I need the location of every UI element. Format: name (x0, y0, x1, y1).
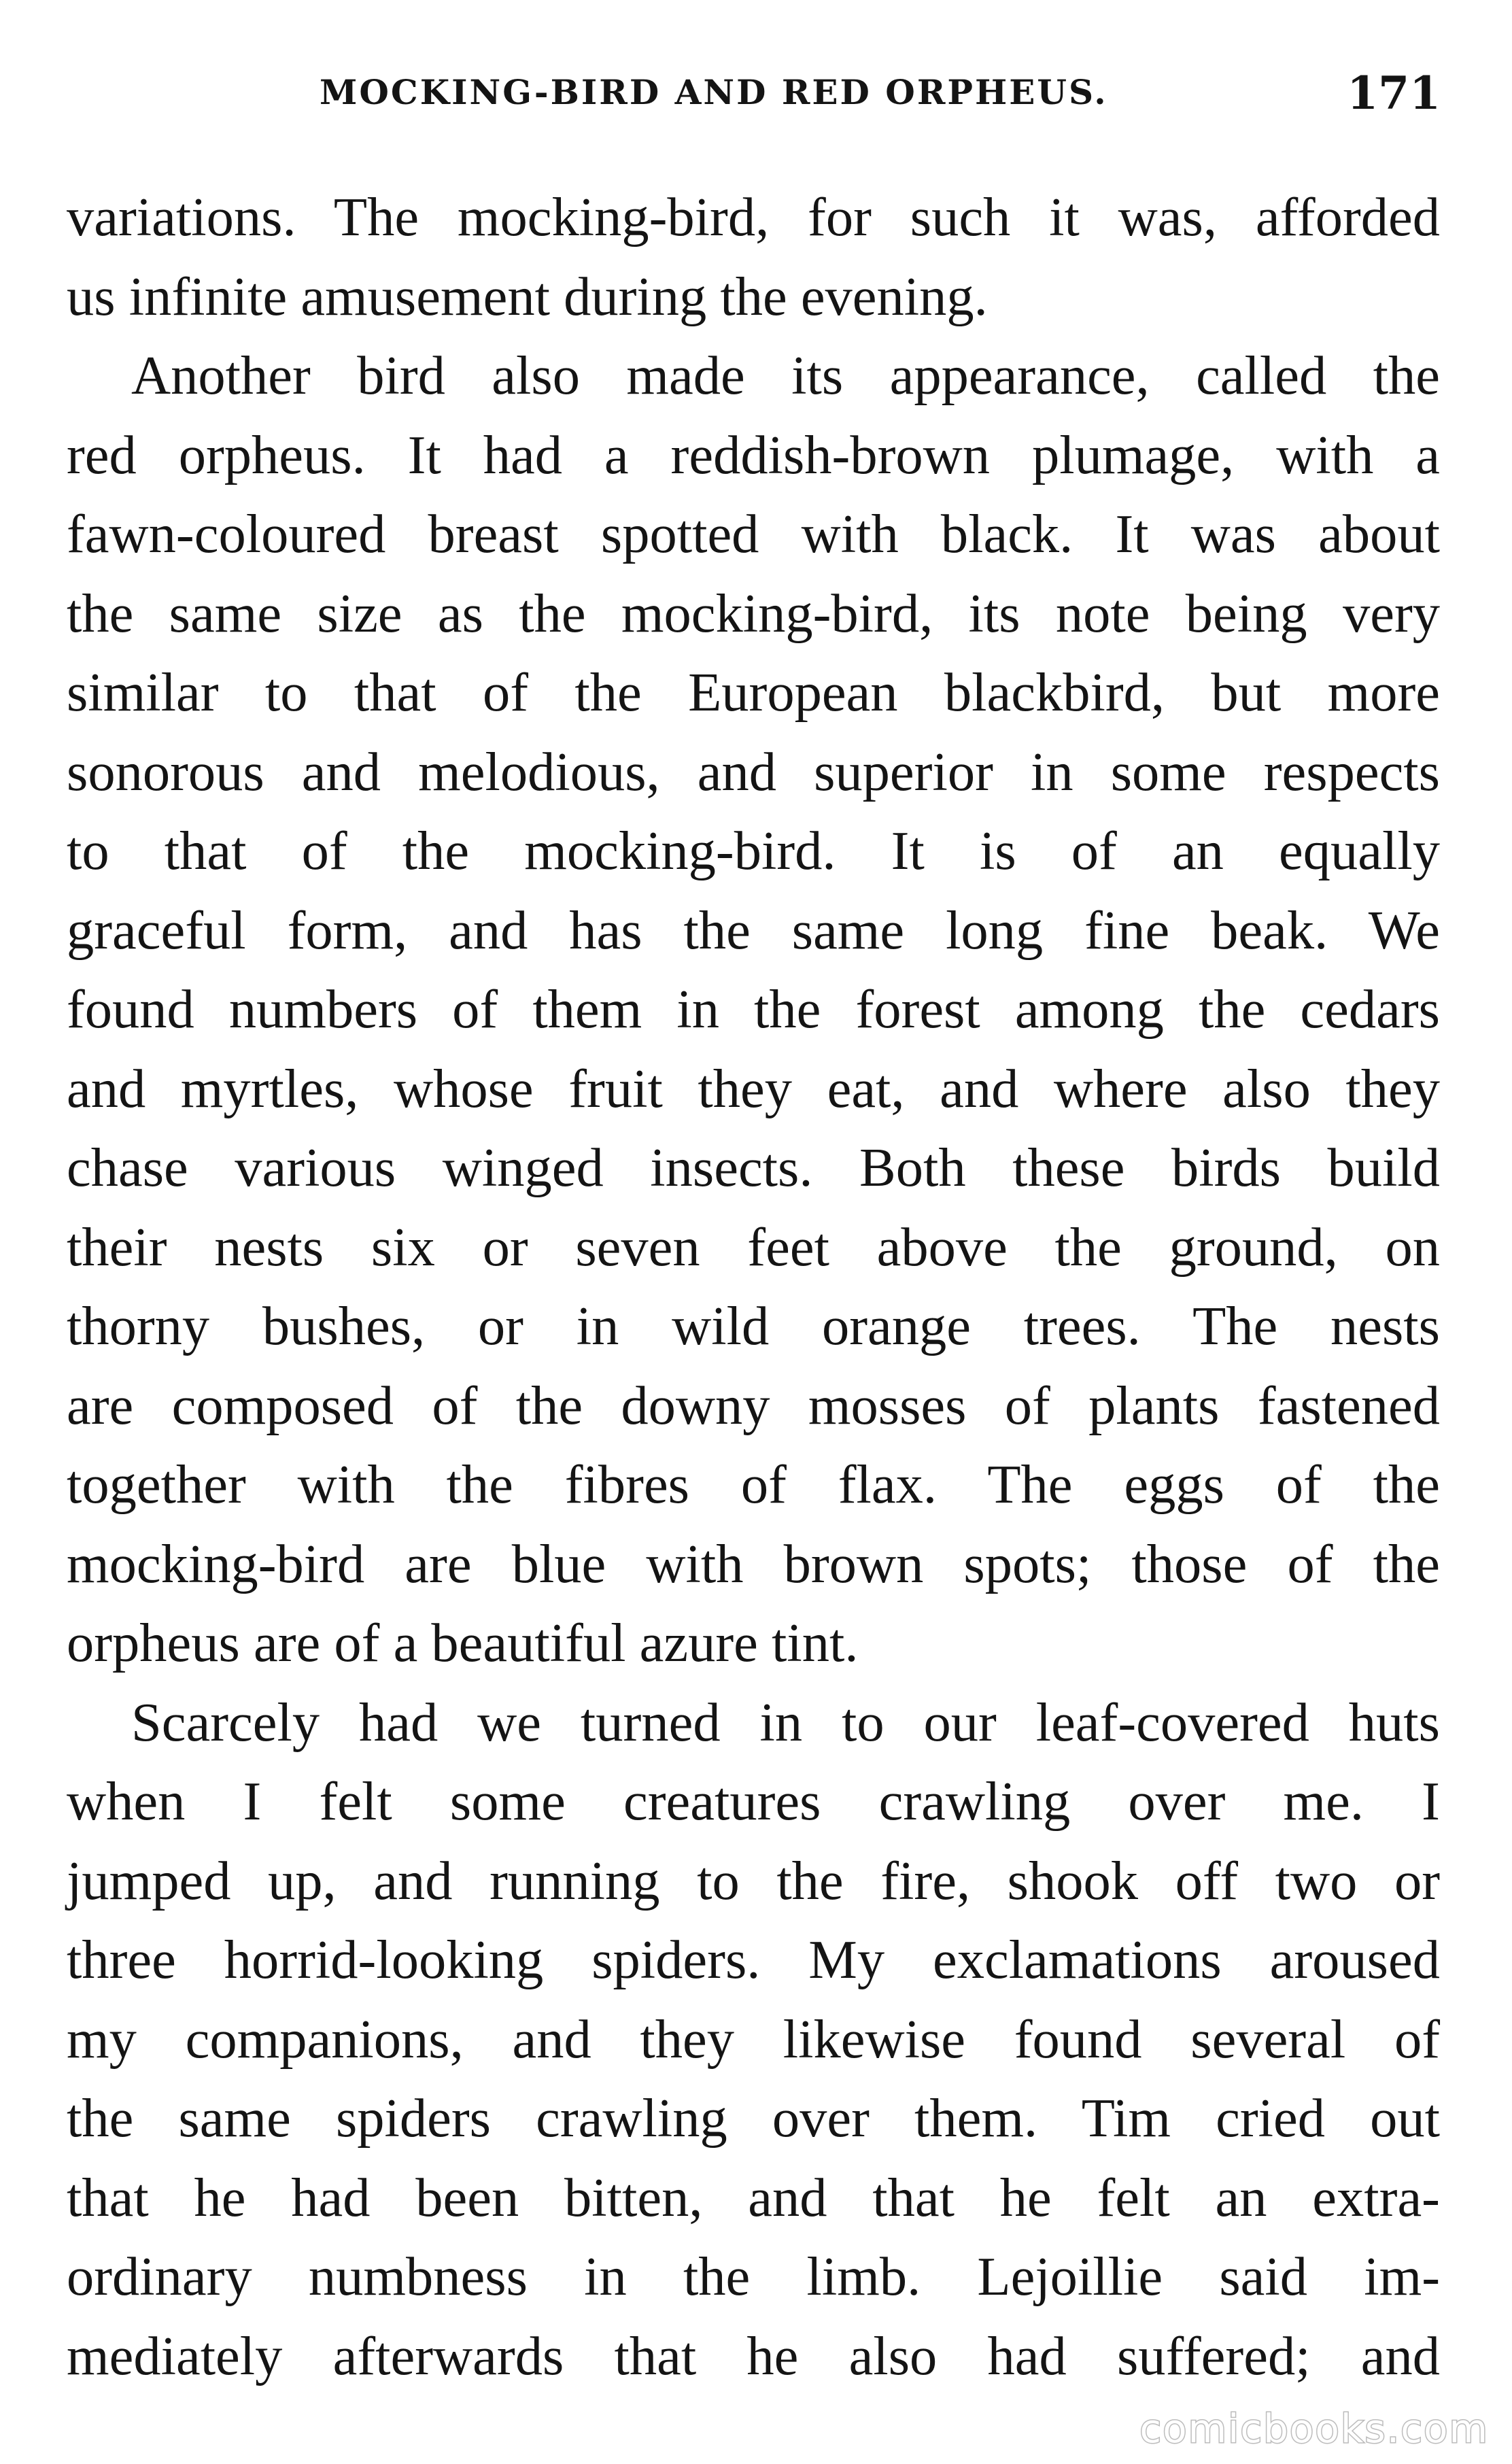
text-line: the same spiders crawling over them. Tim cried out (67, 2088, 1440, 2149)
text-line: jumped up, and running to the fire, shook off two or (67, 1850, 1440, 1911)
text-line: chase various winged insects. Both these birds build (67, 1137, 1440, 1198)
page-number: 171 (1347, 67, 1441, 120)
text-line: when I felt some creatures crawling over me. I (67, 1771, 1440, 1832)
text-line: graceful form, and has the same long fine beak. We (67, 900, 1440, 961)
text-line: my companions, and they likewise found several of (67, 2008, 1440, 2070)
running-header (0, 60, 1512, 121)
text-line: red orpheus. It had a reddish-brown plumage, with a (67, 424, 1440, 485)
running-title: MOCKING-BIRD AND RED ORPHEUS. (320, 72, 1108, 112)
body-text (67, 178, 1440, 2396)
text-line: and myrtles, whose fruit they eat, and where also they (67, 1058, 1440, 1119)
text-line: three horrid-looking spiders. My exclamations aroused (67, 1930, 1440, 1990)
text-line: mocking-bird are blue with brown spots; those of the (67, 1533, 1440, 1594)
text-line: Scarcely had we turned in to our leaf-covered huts (131, 1692, 1440, 1753)
text-line: ordinary numbness in the limb. Lejoillie said im- (67, 2246, 1440, 2307)
text-line: us infinite amusement during the evening. (67, 266, 988, 327)
text-line: their nests six or seven feet above the ground, on (67, 1216, 1440, 1278)
text-line: similar to that of the European blackbird, but more (67, 662, 1440, 723)
text-line: found numbers of them in the forest among the cedars (67, 979, 1440, 1040)
text-line: the same size as the mocking-bird, its note being very (67, 583, 1440, 644)
text-line: variations. The mocking-bird, for such it was, afforded (67, 187, 1440, 247)
text-line: sonorous and melodious, and superior in some respects (67, 741, 1440, 802)
text-line: that he had been bitten, and that he felt an extra- (67, 2167, 1440, 2228)
text-line: to that of the mocking-bird. It is of an equally (67, 821, 1440, 881)
text-line: mediately afterwards that he also had suffered; and (67, 2325, 1440, 2386)
text-line: thorny bushes, or in wild orange trees. The nests (67, 1296, 1440, 1356)
watermark: comicbooks.com (1139, 2406, 1489, 2452)
text-line: fawn-coloured breast spotted with black. It was about (67, 504, 1440, 564)
text-line: Another bird also made its appearance, called the (131, 345, 1440, 406)
text-line: orpheus are of a beautiful azure tint. (67, 1613, 859, 1673)
text-line: are composed of the downy mosses of plants fastened (67, 1375, 1440, 1436)
text-line: together with the fibres of flax. The eggs of the (67, 1454, 1440, 1515)
